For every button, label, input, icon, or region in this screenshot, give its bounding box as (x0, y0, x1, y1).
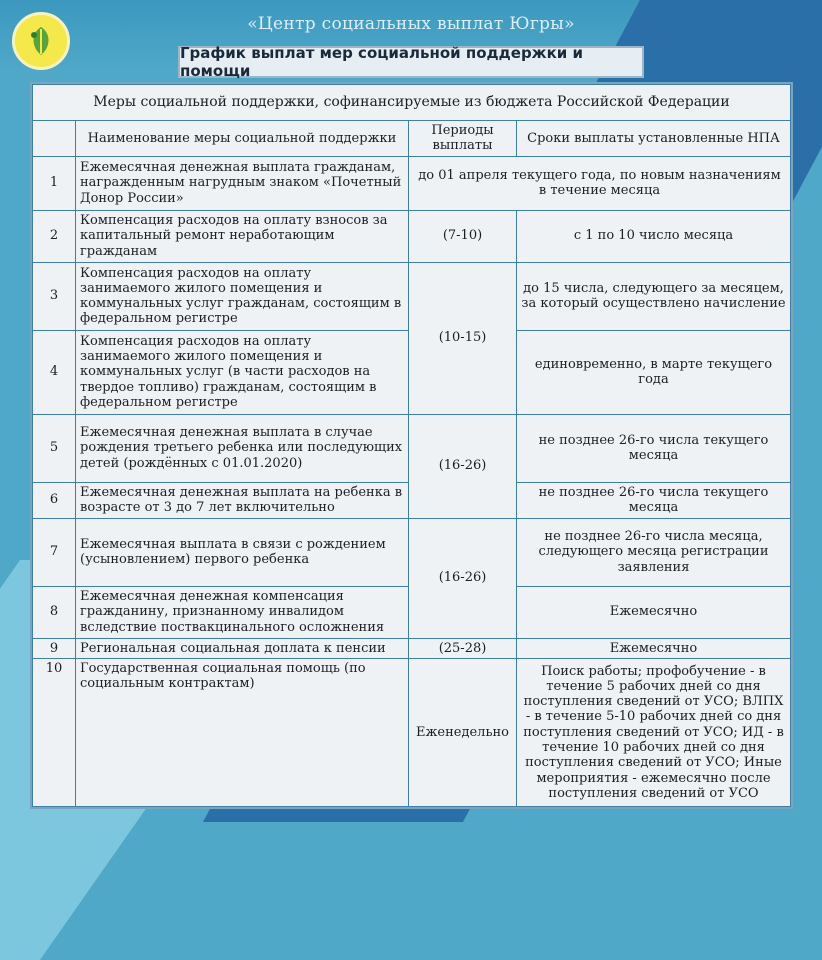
measure-name: Компенсация расходов на оплату взносов за капитальный ремонт неработающим гражданам (76, 210, 409, 262)
row-number: 2 (33, 210, 76, 262)
table-row (33, 156, 791, 210)
payment-terms: не позднее 26-го числа текущего месяца (517, 482, 791, 518)
row-number: 3 (33, 262, 76, 330)
payment-terms: до 01 апреля текущего года, по новым назначениям в течение месяца (409, 156, 791, 210)
payment-terms: не позднее 26-го числа текущего месяца (517, 414, 791, 482)
measure-name: Ежемесячная денежная выплата гражданам, награжденным нагрудным знаком «Почетный Донор России» (76, 156, 409, 210)
section-title: Меры социальной поддержки, софинансируемые из бюджета Российской Федерации (33, 85, 791, 121)
measure-name: Ежемесячная денежная выплата в случае рождения третьего ребенка или последующих детей (рождённых с 01.01.2020) (76, 414, 409, 482)
measure-name: Ежемесячная денежная компенсация гражданину, признанному инвалидом вследствие поствакцинального осложнения (76, 586, 409, 638)
payment-terms: единовременно, в марте текущего года (517, 330, 791, 414)
table-row (33, 414, 791, 482)
payment-terms: Ежемесячно (517, 638, 791, 658)
payment-period: (16-26) (409, 518, 517, 638)
payments-table (30, 82, 793, 809)
payment-period: Еженедельно (409, 658, 517, 806)
payment-terms: не позднее 26-го числа месяца, следующего месяца регистрации заявления (517, 518, 791, 586)
payment-period: (7-10) (409, 210, 517, 262)
header-name: Наименование меры социальной поддержки (76, 121, 409, 157)
row-number: 8 (33, 586, 76, 638)
measure-name: Ежемесячная денежная выплата на ребенка в возрасте от 3 до 7 лет включительно (76, 482, 409, 518)
row-number: 6 (33, 482, 76, 518)
row-number: 5 (33, 414, 76, 482)
row-number: 10 (33, 658, 76, 806)
payment-terms: до 15 числа, следующего за месяцем, за который осуществлено начисление (517, 262, 791, 330)
table-row (33, 658, 791, 806)
header-periods: Периоды выплаты (409, 121, 517, 157)
header-num (33, 121, 76, 157)
page-title: График выплат мер социальной поддержки и помощи (178, 46, 644, 78)
measure-name: Государственная социальная помощь (по социальным контрактам) (76, 658, 409, 806)
table-row (33, 518, 791, 586)
table-row (33, 638, 791, 658)
payment-terms: Поиск работы; профобучение - в течение 5 рабочих дней со дня поступления сведений от УСО; ВЛПХ - в течение 5-10 рабочих дней со дня поступления сведений от УСО; ИД - в течение 10 рабочих дней со дня поступления сведений от УСО; Иные мероприятия - ежемесячно после поступления сведений от УСО (517, 658, 791, 806)
payment-terms: с 1 по 10 число месяца (517, 210, 791, 262)
org-title: «Центр социальных выплат Югры» (247, 14, 575, 34)
measure-name: Региональная социальная доплата к пенсии (76, 638, 409, 658)
payment-period: (25-28) (409, 638, 517, 658)
table-row (33, 210, 791, 262)
payment-period: (16-26) (409, 414, 517, 518)
payment-period: (10-15) (409, 262, 517, 414)
payment-terms: Ежемесячно (517, 586, 791, 638)
measure-name: Компенсация расходов на оплату занимаемого жилого помещения и коммунальных услуг гражданам, состоящим в федеральном регистре (76, 262, 409, 330)
row-number: 1 (33, 156, 76, 210)
table-row (33, 262, 791, 330)
row-number: 4 (33, 330, 76, 414)
row-number: 7 (33, 518, 76, 586)
measure-name: Компенсация расходов на оплату занимаемого жилого помещения и коммунальных услуг (в части расходов на твердое топливо) гражданам, состоящим в федеральном регистре (76, 330, 409, 414)
measure-name: Ежемесячная выплата в связи с рождением (усыновлением) первого ребенка (76, 518, 409, 586)
row-number: 9 (33, 638, 76, 658)
header-terms: Сроки выплаты установленные НПА (517, 121, 791, 157)
